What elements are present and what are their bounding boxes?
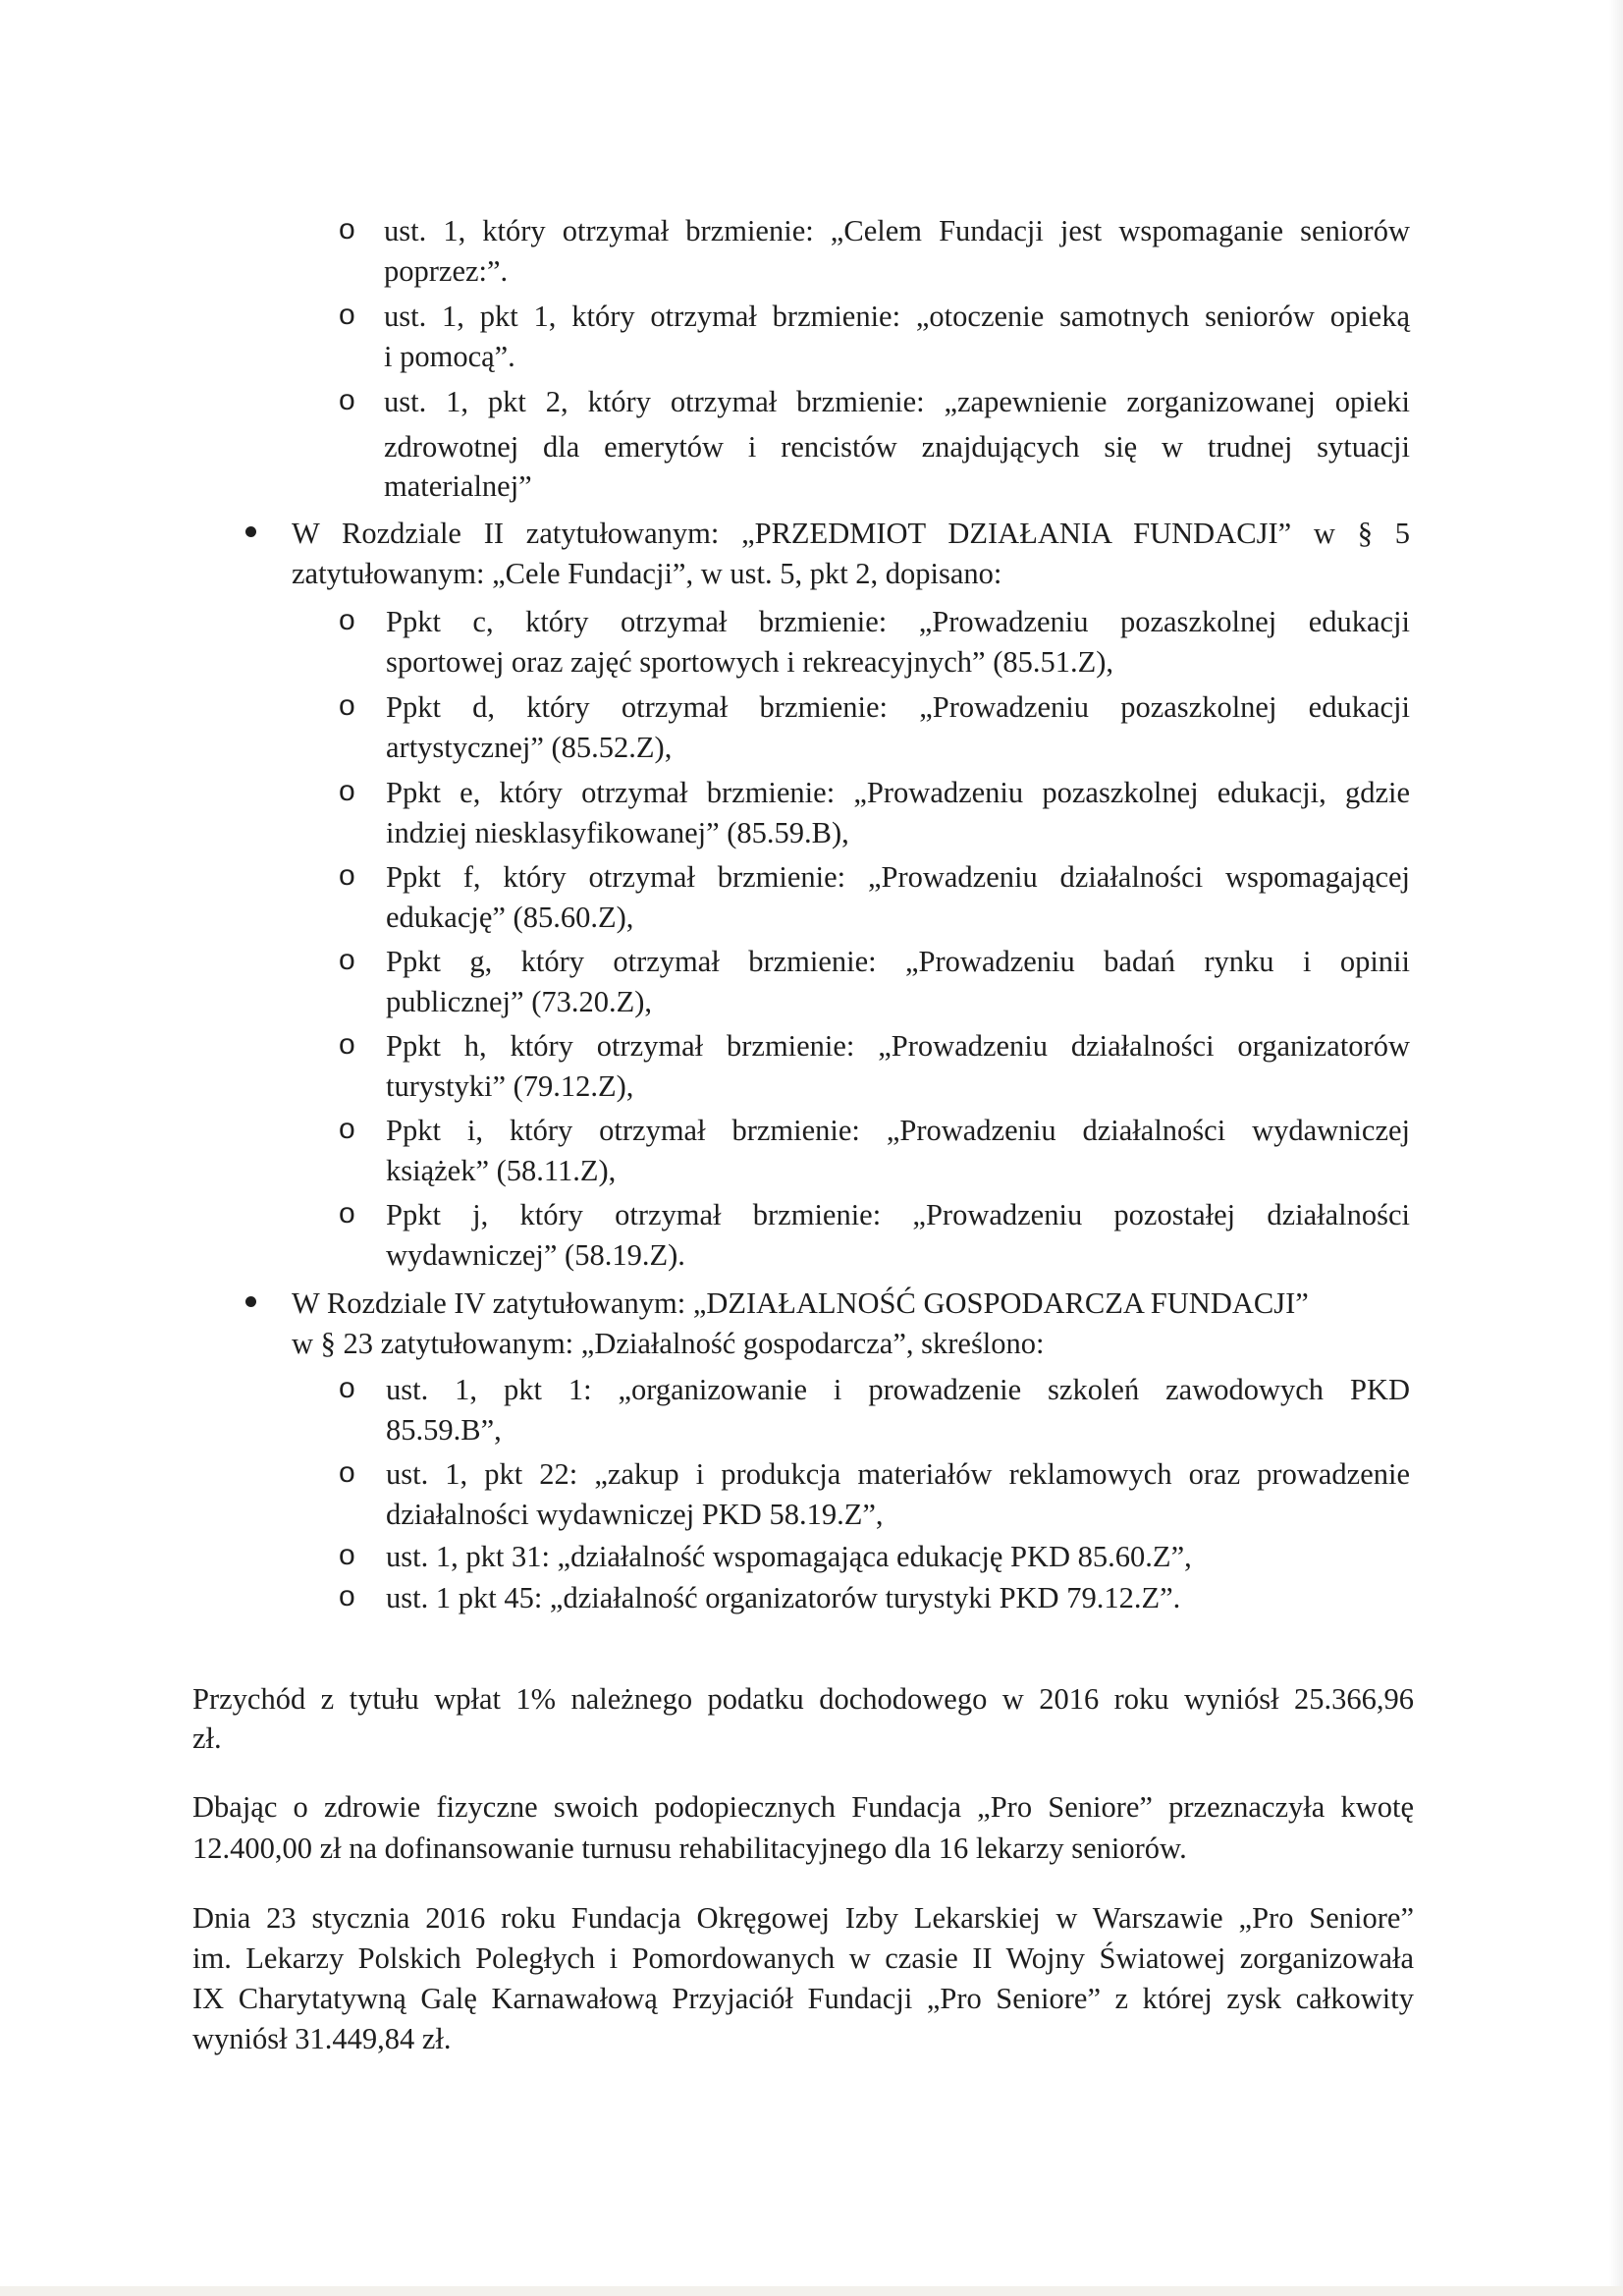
list-item-line: Ppkt h, który otrzymał brzmienie: „Prowadzeniu działalności organizatorów [386, 1029, 1410, 1063]
list-item-line: ust. 1, pkt 1, który otrzymał brzmienie: „otoczenie samotnych seniorów opieką [384, 300, 1410, 333]
bullet-line: W Rozdziale II zatytułowanym: „PRZEDMIOT DZIAŁANIA FUNDACJI” w § 5 [292, 517, 1410, 550]
bullet-marker [245, 1296, 256, 1307]
paragraph-line: IX Charytatywną Galę Karnawałową Przyjaciół Fundacji „Pro Seniore” z której zysk całkowity [192, 1982, 1414, 2015]
list-item-line: turystyki” (79.12.Z), [386, 1069, 634, 1103]
list-item-line: ust. 1, pkt 1: „organizowanie i prowadzenie szkoleń zawodowych PKD [386, 1373, 1410, 1406]
scan-bottom-edge [0, 2286, 1623, 2296]
list-item-line: indziej niesklasyfikowanej” (85.59.B), [386, 816, 849, 849]
sub-bullet-marker: o [339, 1456, 355, 1489]
list-item-line: ust. 1 pkt 45: „działalność organizatorów turystyki PKD 79.12.Z”. [386, 1581, 1181, 1614]
scan-right-edge [1609, 0, 1623, 2296]
sub-bullet-marker: o [339, 384, 355, 416]
sub-bullet-marker: o [339, 944, 355, 976]
sub-bullet-marker: o [339, 213, 355, 246]
paragraph-line: Przychód z tytułu wpłat 1% należnego podatku dochodowego w 2016 roku wyniósł 25.366,96 [192, 1682, 1414, 1716]
paragraph-line: Dnia 23 stycznia 2016 roku Fundacja Okręgowej Izby Lekarskiej w Warszawie „Pro Seniore” [192, 1901, 1414, 1935]
list-item-line: edukację” (85.60.Z), [386, 901, 634, 934]
bullet-line: W Rozdziale IV zatytułowanym: „DZIAŁALNOŚĆ GOSPODARCZA FUNDACJI” [292, 1286, 1309, 1320]
sub-bullet-marker: o [339, 1539, 355, 1571]
sub-bullet-marker: o [339, 1028, 355, 1061]
list-item-line: artystycznej” (85.52.Z), [386, 731, 673, 764]
list-item-line: poprzez:”. [384, 254, 509, 288]
sub-bullet-marker: o [339, 1113, 355, 1145]
sub-bullet-marker: o [339, 689, 355, 722]
list-item-line: ust. 1, który otrzymał brzmienie: „Celem Fundacji jest wspomaganie seniorów [384, 214, 1410, 247]
paragraph-line: 12.400,00 zł na dofinansowanie turnusu rehabilitacyjnego dla 16 lekarzy seniorów. [192, 1831, 1187, 1865]
bullet-line: zatytułowanym: „Cele Fundacji”, w ust. 5, pkt 2, dopisano: [292, 557, 1002, 590]
list-item-line: 85.59.B”, [386, 1413, 502, 1447]
paragraph-line: wyniósł 31.449,84 zł. [192, 2022, 452, 2055]
sub-bullet-marker: o [339, 775, 355, 807]
paragraph-line: zł. [192, 1722, 222, 1755]
list-item-line: Ppkt e, który otrzymał brzmienie: „Prowadzeniu pozaszkolnej edukacji, gdzie [386, 776, 1410, 809]
bullet-line: w § 23 zatytułowanym: „Działalność gospodarcza”, skreślono: [292, 1327, 1045, 1360]
list-item-line: Ppkt f, który otrzymał brzmienie: „Prowadzeniu działalności wspomagającej [386, 860, 1410, 894]
list-item-line: ust. 1, pkt 22: „zakup i produkcja materiałów reklamowych oraz prowadzenie [386, 1457, 1410, 1491]
list-item-line: Ppkt i, który otrzymał brzmienie: „Prowadzeniu działalności wydawniczej [386, 1114, 1410, 1147]
list-item-line: Ppkt d, który otrzymał brzmienie: „Prowadzeniu pozaszkolnej edukacji [386, 690, 1410, 724]
list-item-line: Ppkt j, który otrzymał brzmienie: „Prowadzeniu pozostałej działalności [386, 1198, 1410, 1231]
paragraph-line: im. Lekarzy Polskich Poległych i Pomordowanych w czasie II Wojny Światowej zorganizowała [192, 1941, 1414, 1975]
list-item-line: działalności wydawniczej PKD 58.19.Z”, [386, 1498, 884, 1531]
sub-bullet-marker: o [339, 1580, 355, 1613]
sub-bullet-marker: o [339, 299, 355, 331]
bullet-marker [245, 526, 256, 537]
sub-bullet-marker: o [339, 1372, 355, 1404]
list-item-line: zdrowotnej dla emerytów i rencistów znajdujących się w trudnej sytuacji [384, 430, 1410, 464]
list-item-line: Ppkt g, który otrzymał brzmienie: „Prowadzeniu badań rynku i opinii [386, 945, 1410, 978]
sub-bullet-marker: o [339, 859, 355, 892]
list-item-line: materialnej” [384, 469, 532, 503]
paragraph-line: Dbając o zdrowie fizyczne swoich podopiecznych Fundacja „Pro Seniore” przeznaczyła kwotę [192, 1790, 1414, 1824]
list-item-line: książek” (58.11.Z), [386, 1154, 617, 1187]
list-item-line: sportowej oraz zajęć sportowych i rekreacyjnych” (85.51.Z), [386, 645, 1114, 679]
list-item-line: wydawniczej” (58.19.Z). [386, 1238, 685, 1272]
list-item-line: ust. 1, pkt 31: „działalność wspomagająca edukację PKD 85.60.Z”, [386, 1540, 1192, 1573]
list-item-line: publicznej” (73.20.Z), [386, 985, 653, 1018]
list-item-line: Ppkt c, który otrzymał brzmienie: „Prowadzeniu pozaszkolnej edukacji [386, 605, 1410, 638]
list-item-line: ust. 1, pkt 2, który otrzymał brzmienie: „zapewnienie zorganizowanej opieki [384, 385, 1410, 418]
sub-bullet-marker: o [339, 604, 355, 636]
sub-bullet-marker: o [339, 1197, 355, 1230]
list-item-line: i pomocą”. [384, 340, 515, 373]
